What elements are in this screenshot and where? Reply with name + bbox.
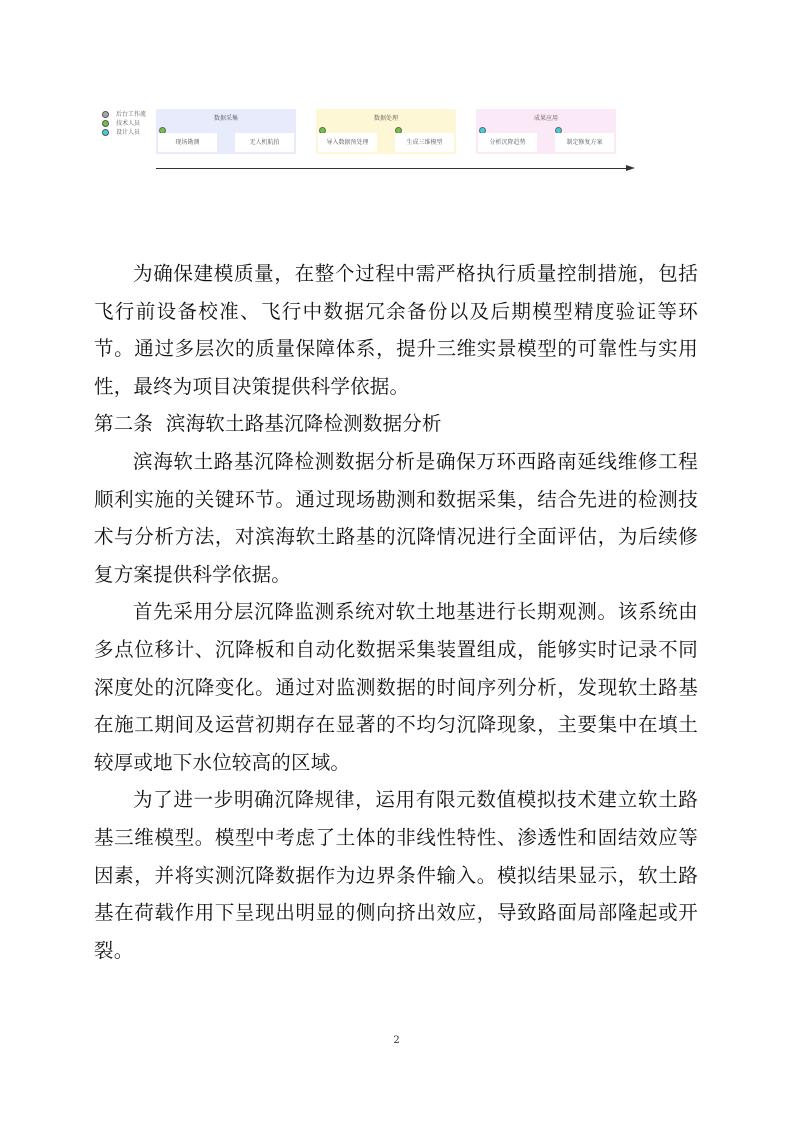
phase-title: 数据采集 [213,115,238,122]
task-drone-photography: 无人机航拍 [235,133,294,152]
legend-dot-icon [102,120,109,127]
phase-title: 数据处理 [373,115,398,122]
legend-dot-icon [102,129,109,136]
timeline-axis [156,168,628,169]
paragraph-quality-control: 为确保建模质量，在整个过程中需严格执行质量控制措施，包括飞行前设备校准、飞行中数据冗余备份以及后期模型精度验证等环节。通过多层次的质量保障体系，提升三维实景模型的可靠性与实用性，最终为项目决策提供科学依据。 [94,262,698,398]
legend-item-technician [102,119,146,128]
legend-item-designer [102,128,146,137]
task-repair-plan: 制定修复方案 [555,133,614,152]
task-analyze-settlement: 分析沉降趋势 [478,133,537,152]
phase-data-collection [156,109,296,154]
page-number: 2 [393,1035,400,1046]
legend-label: 后台工作流 [116,111,147,118]
section-heading: 第二条 滨海软土路基沉降检测数据分析 [94,412,442,436]
legend-dot-icon [102,111,109,118]
task-data-preprocessing: 导入数据预处理 [318,133,377,152]
paragraph-fem-simulation: 为了进一步明确沉降规律，运用有限元数值模拟技术建立软土路基三维模型。模型中考虑了土体的非线性特性、渗透性和固结效应等因素，并将实测沉降数据作为边界条件输入。模拟结果显示，软土路基在荷载作用下呈现出明显的侧向挤出效应，导致路面局部隆起或开裂。 [94,788,698,962]
phase-data-processing [316,109,456,154]
phase-title: 成果应用 [533,115,558,122]
legend-item-backend [102,110,146,119]
task-generate-3d-model: 生成三维模型 [395,133,454,152]
task-site-survey: 现场勘测 [158,133,217,152]
legend-label: 技术人员 [116,120,141,127]
paragraph-settlement-analysis: 滨海软土路基沉降检测数据分析是确保万环西路南延线维修工程顺利实施的关键环节。通过现场勘测和数据采集，结合先进的检测技术与分析方法，对滨海软土路基的沉降情况进行全面评估，为后续修复方案提供科学依据。 [94,449,698,586]
document-body [94,255,698,969]
workflow-diagram [0,0,793,200]
phase-result-application [476,109,616,154]
legend-label: 设计人员 [116,129,141,136]
paragraph-monitoring-system: 首先采用分层沉降监测系统对软土地基进行长期观测。该系统由多点位移计、沉降板和自动化数据采集装置组成，能够实时记录不同深度处的沉降变化。通过对监测数据的时间序列分析，发现软土路基在施工期间及运营初期存在显著的不均匀沉降现象，主要集中在填土较厚或地下水位较高的区域。 [94,600,698,774]
diagram-legend [102,110,146,137]
timeline-arrow-icon [626,165,635,171]
